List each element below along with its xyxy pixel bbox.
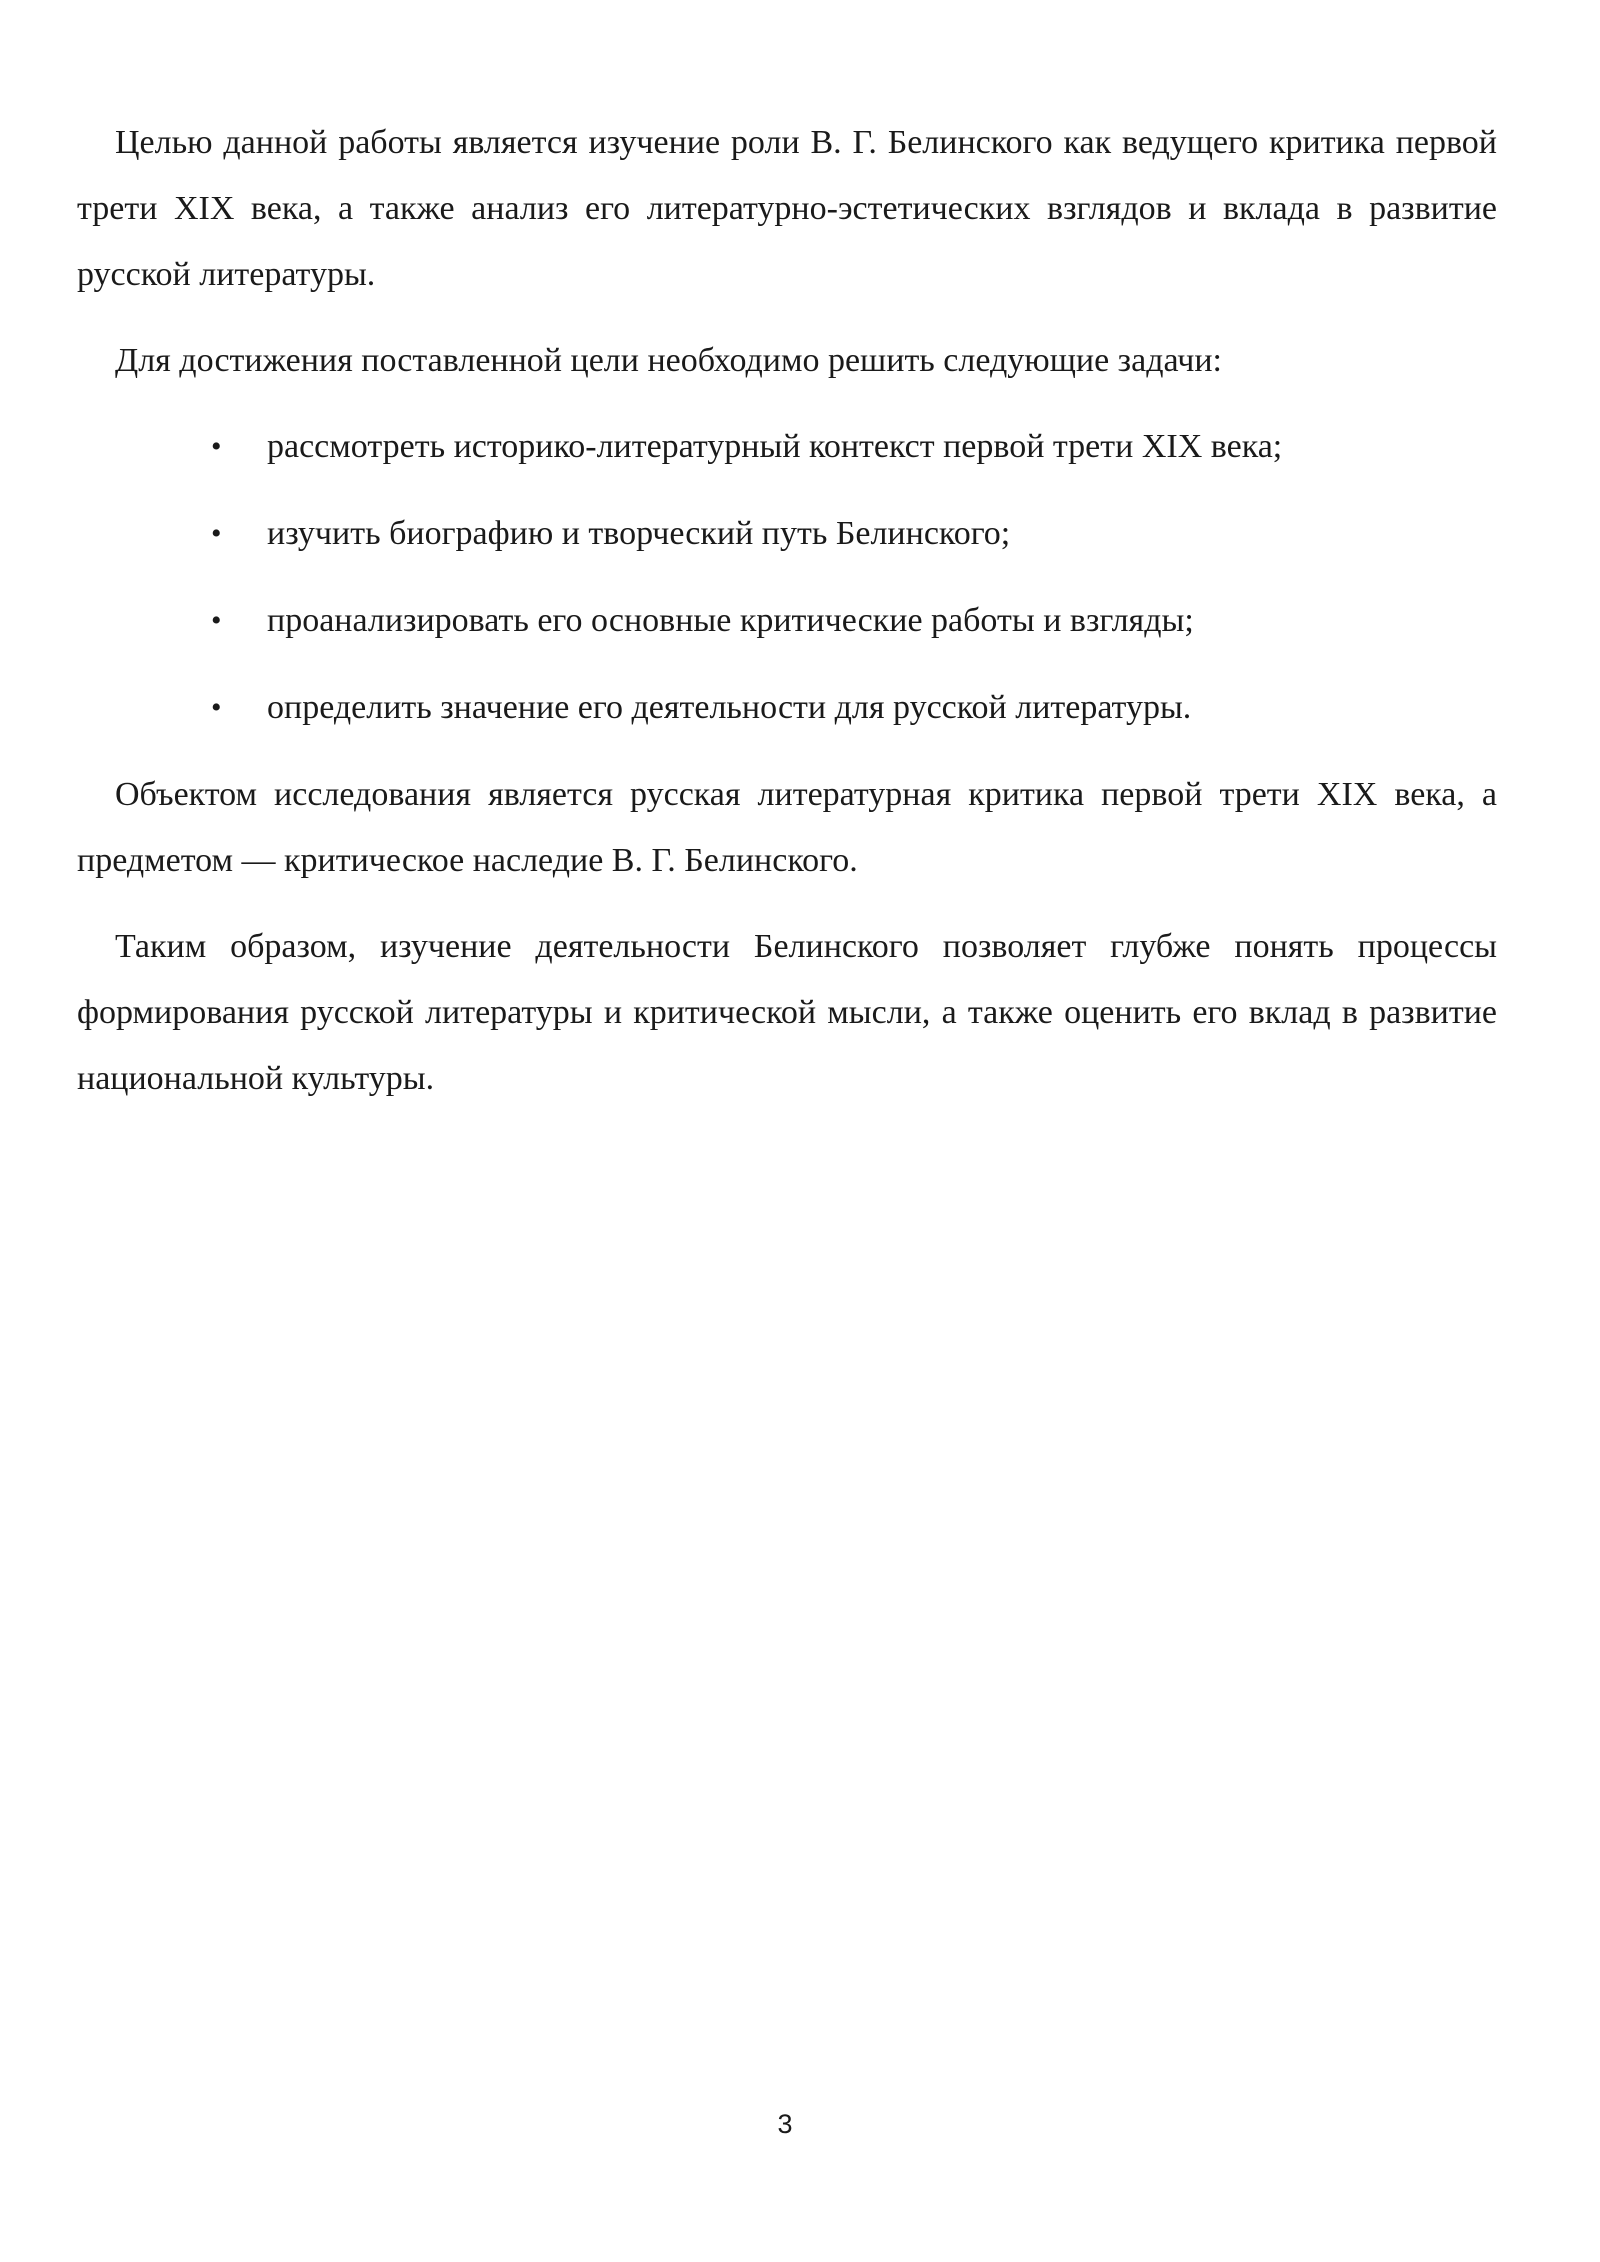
goal-paragraph: Целью данной работы является изучение роли В. Г. Белинского как ведущего критика первой трети XIX века, а также анализ его литературно-эстетических взглядов и вклада в развитие русской литературы. <box>77 124 1497 293</box>
list-item <box>77 414 1497 480</box>
page-number: 3 <box>777 2109 793 2139</box>
list-item <box>77 675 1497 741</box>
bullet-icon: • <box>211 430 222 463</box>
list-item-text: изучить биографию и творческий путь Белинского; <box>267 515 1011 552</box>
object-paragraph: Объектом исследования является русская литературная критика первой трети XIX века, а предметом — критическое наследие В. Г. Белинского. <box>77 776 1497 879</box>
bullet-icon: • <box>211 691 222 724</box>
list-item <box>77 588 1497 654</box>
tasks-list <box>77 414 1497 741</box>
list-item-text: определить значение его деятельности для русской литературы. <box>267 689 1192 726</box>
page-body <box>77 110 1497 1132</box>
list-item-text: рассмотреть историко-литературный контекст первой трети XIX века; <box>267 428 1283 465</box>
bullet-icon: • <box>211 604 222 637</box>
tasks-intro-paragraph: Для достижения поставленной цели необходимо решить следующие задачи: <box>115 342 1222 379</box>
list-item <box>77 501 1497 567</box>
bullet-icon: • <box>211 517 222 550</box>
list-item-text: проанализировать его основные критические работы и взгляды; <box>267 602 1194 639</box>
conclusion-paragraph: Таким образом, изучение деятельности Белинского позволяет глубже понять процессы формирования русской литературы и критической мысли, а также оценить его вклад в развитие национальной культуры. <box>77 928 1497 1097</box>
